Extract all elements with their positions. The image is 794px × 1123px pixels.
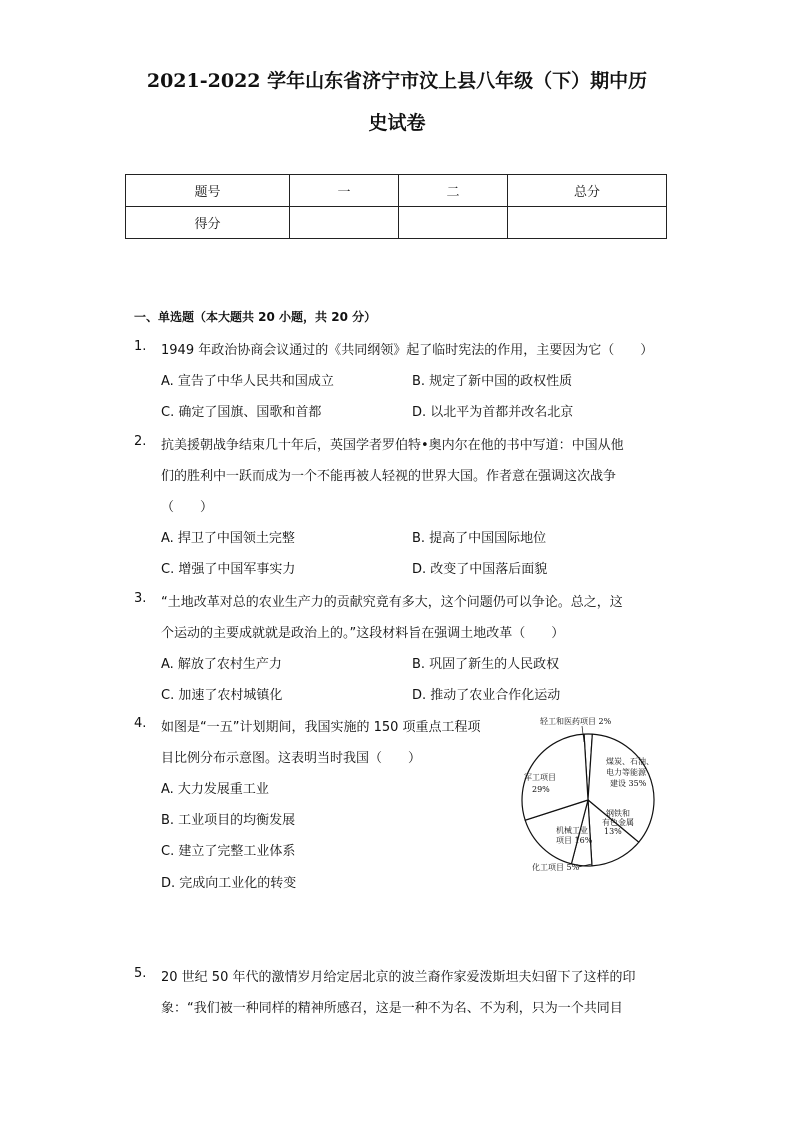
question-4-option-d: D. 完成向工业化的转变	[161, 876, 297, 891]
exam-title	[100, 60, 694, 144]
score-table-score-row	[126, 207, 667, 239]
question-1-number: 1.	[134, 339, 147, 354]
score-cell-part-2	[399, 207, 508, 239]
question-2-option-a: A. 捍卫了中国领土完整	[161, 531, 295, 546]
title-line-2: 史试卷	[368, 112, 426, 134]
question-1-option-d: D. 以北平为首都并改名北京	[412, 405, 574, 420]
question-5-line-2: 象：“我们被一种同样的精神所感召，这是一种不为名、不为利，只为一个共同目	[161, 1001, 623, 1016]
label-steel: 钢铁和 有色金属 13%	[602, 809, 634, 836]
header-cell-part-2: 二	[399, 175, 508, 207]
section-title: 一、单选题（本大题共 20 小题，共 20 分）	[134, 310, 377, 324]
question-1-option-a: A. 宣告了中华人民共和国成立	[161, 374, 334, 389]
question-4-option-c: C. 建立了完整工业体系	[161, 844, 296, 859]
question-1-option-b: B. 规定了新中国的政权性质	[412, 374, 573, 389]
label-light-industry: 轻工和医药项目 2%	[540, 717, 612, 726]
label-chemical: 化工项目 5%	[532, 863, 580, 872]
question-1-line-1: 1949 年政治协商会议通过的《共同纲领》起了临时宪法的作用，主要因为它（ ）	[161, 343, 654, 358]
question-2-number: 2.	[134, 434, 147, 449]
header-cell-part-1: 一	[290, 175, 399, 207]
score-cell-label: 得分	[126, 207, 290, 239]
question-3-option-d: D. 推动了农业合作化运动	[412, 688, 561, 703]
title-line-1: 2021-2022 学年山东省济宁市汶上县八年级（下）期中历	[146, 70, 648, 92]
question-2-line-2: 们的胜利中一跃而成为一个不能再被人轻视的世界大国。作者意在强调这次战争	[161, 469, 617, 484]
question-1-option-c: C. 确定了国旗、国歌和首都	[161, 405, 322, 420]
question-4-line-2: 目比例分布示意图。这表明当时我国（ ）	[161, 751, 422, 766]
question-3-line-2: 个运动的主要成就就是政治上的。”这段材料旨在强调土地改革（ ）	[161, 626, 565, 641]
question-4-option-a: A. 大力发展重工业	[161, 782, 269, 797]
label-energy: 煤炭、石油、 电力等能源 建设 35%	[606, 757, 654, 788]
question-5-number: 5.	[134, 966, 147, 981]
question-2-line-1: 抗美援朝战争结束几十年后，英国学者罗伯特•奥内尔在他的书中写道：中国从他	[161, 438, 624, 453]
header-cell-total: 总分	[508, 175, 667, 207]
question-2-line-3: （ ）	[161, 500, 214, 515]
score-table-header-row	[126, 175, 667, 207]
question-4-line-1: 如图是“一五”计划期间，我国实施的 150 项重点工程项	[161, 720, 481, 735]
question-2-option-c: C. 增强了中国军事实力	[161, 562, 296, 577]
project-distribution-pie-chart	[518, 712, 668, 877]
header-cell-question: 题号	[126, 175, 290, 207]
question-2-option-d: D. 改变了中国落后面貌	[412, 562, 548, 577]
question-3-option-a: A. 解放了农村生产力	[161, 657, 282, 672]
score-table	[125, 174, 667, 239]
question-4-option-b: B. 工业项目的均衡发展	[161, 813, 296, 828]
question-4-number: 4.	[134, 716, 147, 731]
question-3-line-1: “土地改革对总的农业生产力的贡献究竟有多大，这个问题仍可以争论。总之，这	[161, 595, 623, 610]
score-cell-total	[508, 207, 667, 239]
question-3-option-c: C. 加速了农村城镇化	[161, 688, 283, 703]
question-2-option-b: B. 提高了中国国际地位	[412, 531, 547, 546]
question-3-number: 3.	[134, 591, 147, 606]
pie-slices	[522, 734, 654, 866]
label-machinery: 机械工业 项目 16%	[556, 826, 593, 845]
question-5-line-1: 20 世纪 50 年代的激情岁月给定居北京的波兰裔作家爱泼斯坦夫妇留下了这样的印	[161, 970, 636, 985]
question-3-option-b: B. 巩固了新生的人民政权	[412, 657, 560, 672]
label-military: 军工项目 29%	[524, 773, 556, 794]
score-cell-part-1	[290, 207, 399, 239]
